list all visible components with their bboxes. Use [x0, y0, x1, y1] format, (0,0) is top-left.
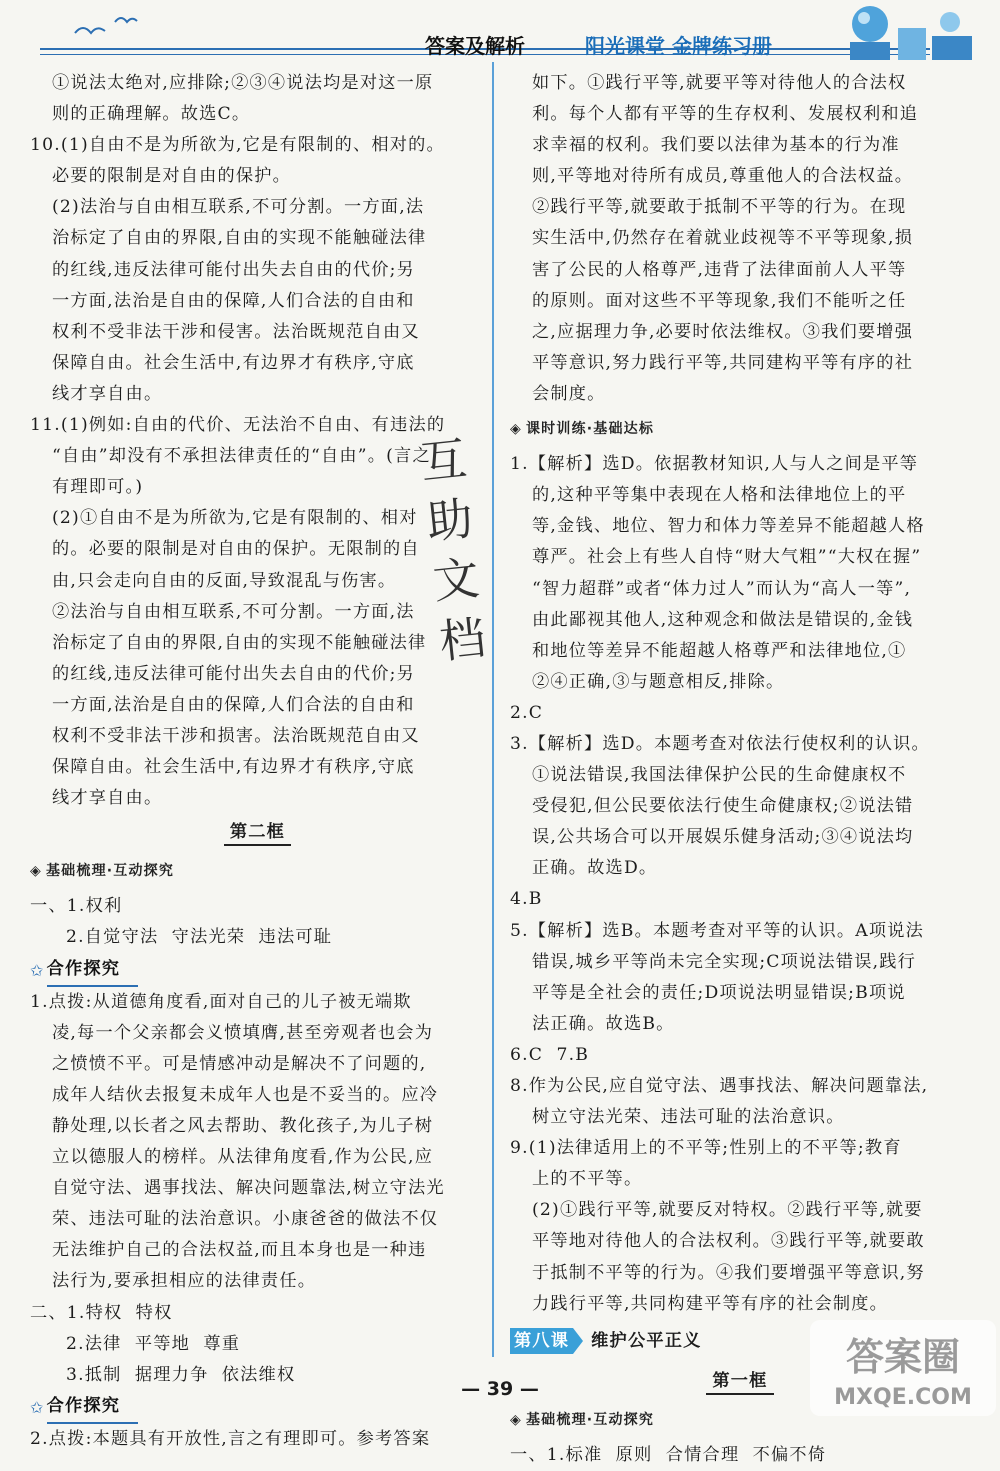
text-line: 的,这种平等集中表现在人格和法律地位上的平	[532, 485, 907, 506]
text-line: ②践行平等,就要敢于抵制不平等的行为。在现	[532, 197, 907, 218]
section-heading-label: 基础梳理·互动探究	[45, 863, 175, 880]
text-line: ①说法错误,我国法律保护公民的生命健康权不	[532, 765, 907, 786]
watermark-text: 答案圈	[845, 1335, 961, 1379]
text-line: 平等意识,努力践行平等,共同建构平等有序的社	[532, 352, 914, 373]
text-line: 的红线,违反法律可能付出失去自由的代价;另	[52, 663, 416, 684]
text-line: 8.作为公民,应自觉守法、遇事找法、解决问题靠法,	[510, 1076, 929, 1096]
handwritten-char: 助	[424, 490, 476, 550]
text-line: 有理即可。)	[52, 477, 144, 498]
text-line: 保障自由。社会生活中,有边界才有秩序,守底	[52, 352, 415, 373]
handwritten-char: 档	[436, 610, 489, 669]
text-line: 静处理,以长者之风去帮助、教化孩子,为儿子树	[52, 1116, 434, 1136]
text-line: 凌,每一个父亲都会义愤填膺,甚至旁观者也会为	[52, 1022, 434, 1043]
text-line: 正确。故选D。	[532, 858, 658, 879]
text-line: 上的不平等。	[532, 1169, 643, 1190]
text-line: 一、1.权利	[30, 896, 123, 917]
text-line: 等,金钱、地位、智力和体力等差异不能超越人格	[532, 516, 925, 537]
text-line: ②④正确,③与题意相反,排除。	[532, 671, 785, 692]
text-line: 5.【解析】选B。本题考查对平等的认识。A项说法	[510, 920, 924, 941]
text-line: 会制度。	[532, 383, 606, 404]
text-line: 立以德服人的榜样。从法律角度看,作为公民,应	[52, 1147, 434, 1168]
text-line: 1.【解析】选D。依据教材知识,人与人之间是平等	[510, 454, 919, 475]
text-line: 树立守法光荣、违法可耻的法治意识。	[532, 1107, 845, 1128]
frame-heading: 第一框	[706, 1369, 773, 1395]
text-line: 一、1.标准 原则 合情合理 不偏不倚	[510, 1444, 827, 1465]
text-line: 则,平等地对待所有成员,尊重他人的合法权益。	[532, 166, 914, 187]
text-line: 线才享自由。	[52, 383, 163, 404]
text-line: 法正确。故选B。	[532, 1013, 675, 1034]
text-line: (2)①践行平等,就要反对特权。②践行平等,就要	[532, 1200, 923, 1221]
text-line: 之愤愤不平。可是情感冲动是解决不了问题的,	[52, 1053, 427, 1074]
star-icon: ✩	[30, 1397, 45, 1417]
sun-scene-icon	[830, 2, 990, 64]
text-line: 2.自觉守法 守法光荣 违法可耻	[66, 927, 333, 948]
section-heading-label: 基础梳理·互动探究	[525, 1411, 655, 1428]
text-line: 治标定了自由的界限,自由的实现不能触碰法律	[52, 228, 427, 249]
text-line: ①说法太绝对,应排除;②③④说法均是对这一原	[52, 73, 434, 93]
watermark-url: MXQE.COM	[834, 1385, 972, 1410]
text-line: 权利不受非法干涉和侵害。法治既规范自由又	[52, 321, 420, 342]
text-line: “自由”却没有不承担法律责任的“自由”。(言之	[52, 446, 431, 467]
text-line: 求幸福的权利。我们要以法律为基本的行为准	[532, 135, 900, 156]
text-line: 由,只会走向自由的反面,导致混乱与伤害。	[52, 570, 397, 591]
text-line: 2.C	[510, 702, 544, 723]
text-line: 实生活中,仍然存在着就业歧视等不平等现象,损	[532, 228, 914, 249]
text-line: 无法维护自己的合法权益,而且本身也是一种违	[52, 1240, 427, 1261]
text-line: “智力超群”或者“体力过人”而认为“高人一等”,	[532, 578, 912, 599]
text-line: 3.抵制 据理力争 依法维权	[66, 1364, 296, 1385]
text-line: 二、1.特权 特权	[30, 1302, 173, 1323]
text-line: 6.C 7.B	[510, 1044, 590, 1065]
text-line: 的。必要的限制是对自由的保护。无限制的自	[52, 539, 420, 560]
text-line: 一方面,法治是自由的保障,人们合法的自由和	[52, 694, 415, 715]
birds-icon	[70, 8, 160, 48]
text-line: 9.(1)法律适用上的不平等;性别上的不平等;教育	[510, 1138, 902, 1159]
handwritten-char: 互	[417, 431, 470, 490]
frame-heading: 第二框	[224, 820, 291, 846]
text-line: (2)法治与自由相互联系,不可分割。一方面,法	[52, 197, 425, 218]
page-header	[0, 0, 1000, 70]
section-bullet-icon: ◈	[30, 863, 42, 880]
book-title: 阳光课堂 金牌练习册	[585, 34, 772, 58]
answers-label: 答案及解析	[425, 34, 525, 58]
text-line: 2.点拨:本题具有开放性,言之有理即可。参考答案	[30, 1428, 431, 1449]
text-line: 力践行平等,共同构建平等有序的社会制度。	[532, 1293, 889, 1314]
right-column	[510, 68, 970, 1471]
text-line: 4.B	[510, 889, 543, 910]
coop-heading	[30, 954, 485, 987]
text-line: 11.(1)例如:自由的代价、无法治不自由、有违法的	[30, 415, 446, 436]
text-line: 尊严。社会上有些人自恃“财大气粗”“大权在握”	[532, 547, 922, 568]
text-line: 2.法律 平等地 尊重	[66, 1333, 241, 1354]
text-line: 受侵犯,但公民要依法行使生命健康权;②说法错	[532, 796, 914, 817]
text-line: 则的正确理解。故选C。	[52, 104, 251, 125]
text-line: ②法治与自由相互联系,不可分割。一方面,法	[52, 601, 415, 622]
coop-heading-label: 合作探究	[47, 954, 139, 987]
section-bullet-icon: ◈	[510, 1411, 522, 1428]
text-line: 的原则。面对这些不平等现象,我们不能听之任	[532, 290, 907, 311]
text-line: (2)①自由不是为所欲为,它是有限制的、相对	[52, 508, 418, 529]
text-line: 1.点拨:从道德角度看,面对自己的儿子被无端欺	[30, 991, 412, 1012]
text-line: 10.(1)自由不是为所欲为,它是有限制的、相对的。	[30, 135, 445, 156]
star-icon: ✩	[30, 960, 45, 980]
text-line: 一方面,法治是自由的保障,人们合法的自由和	[52, 290, 415, 311]
text-line: 之,应据理力争,必要时依法维权。③我们要增强	[532, 321, 914, 342]
text-line: 由此鄙视其他人,这种观念和做法是错误的,金钱	[532, 609, 914, 630]
text-line: 自觉守法、遇事找法、解决问题靠法,树立守法光	[52, 1178, 445, 1199]
section-heading-label: 课时训练·基础达标	[525, 421, 655, 438]
text-line: 必要的限制是对自由的保护。	[52, 166, 292, 187]
section-heading	[30, 856, 485, 887]
watermark-logo	[808, 1318, 998, 1418]
text-line: 于抵制不平等的行为。④我们要增强平等意识,努	[532, 1262, 925, 1283]
text-line: 害了公民的人格尊严,违背了法律面前人人平等	[532, 259, 907, 280]
lesson-title: 维护公平正义	[591, 1330, 702, 1351]
text-line: 的红线,违反法律可能付出失去自由的代价;另	[52, 259, 416, 280]
left-column	[30, 68, 485, 1455]
page-number: — 39 —	[461, 1378, 539, 1400]
text-line: 治标定了自由的界限,自由的实现不能触碰法律	[52, 632, 427, 653]
column-divider	[492, 62, 494, 1357]
text-line: 荣、违法可耻的法治意识。小康爸爸的做法不仅	[52, 1209, 439, 1230]
text-line: 权利不受非法干涉和损害。法治既规范自由又	[52, 725, 420, 746]
text-line: 如下。①践行平等,就要平等对待他人的合法权	[532, 73, 907, 93]
text-line: 线才享自由。	[52, 788, 163, 809]
section-bullet-icon: ◈	[510, 421, 522, 438]
text-line: 误,公共场合可以开展娱乐健身活动;③④说法均	[532, 827, 914, 848]
text-line: 错误,城乡平等尚未完全实现;C项说法错误,践行	[532, 951, 917, 972]
text-line: 平等是全社会的责任;D项说法明显错误;B项说	[532, 982, 906, 1003]
text-line: 和地位等差异不能超越人格尊严和法律地位,①	[532, 640, 907, 661]
lesson-tag: 第八课	[510, 1328, 573, 1354]
text-line: 法行为,要承担相应的法律责任。	[52, 1271, 317, 1292]
text-line: 利。每个人都有平等的生存权利、发展权利和追	[532, 104, 919, 125]
text-line: 成年人结伙去报复未成年人也是不妥当的。应冷	[52, 1084, 439, 1105]
section-heading	[510, 414, 970, 445]
coop-heading-label: 合作探究	[47, 1391, 139, 1424]
text-line: 保障自由。社会生活中,有边界才有秩序,守底	[52, 757, 415, 778]
text-line: 平等地对待他人的合法权利。③践行平等,就要敢	[532, 1231, 925, 1252]
text-line: 3.【解析】选D。本题考查对依法行使权利的认识。	[510, 733, 930, 754]
handwritten-char: 文	[430, 550, 482, 610]
